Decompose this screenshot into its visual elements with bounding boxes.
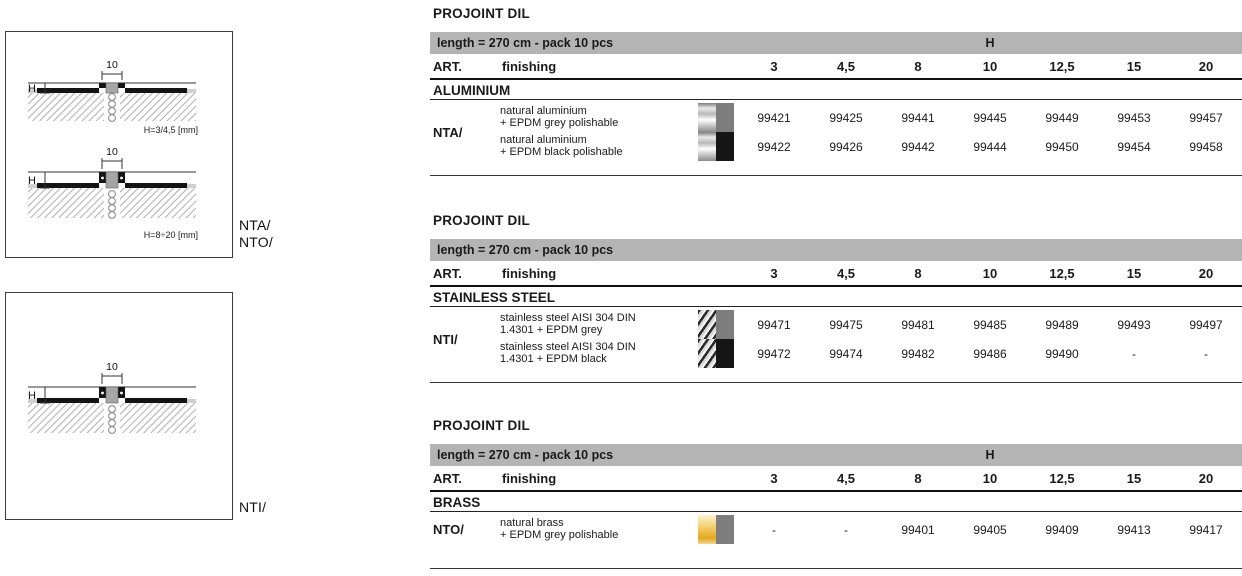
diagram-caption-low: H=3/4,5 [mm] (143, 125, 198, 135)
article-number: 99489 (1045, 317, 1079, 332)
article-number: 99449 (1045, 110, 1079, 125)
size-header: 15 (1126, 471, 1142, 486)
article-number: 99482 (901, 346, 935, 361)
diagram-caption-high: H=8÷20 [mm] (143, 230, 198, 240)
article-number: 99450 (1045, 139, 1079, 154)
article-number: - (1132, 346, 1136, 361)
article-number: 99486 (973, 346, 1007, 361)
article-number: 99426 (829, 139, 863, 154)
article-number: 99454 (1117, 139, 1151, 154)
length-pack-band (430, 444, 1242, 466)
table-stainless-steel (430, 213, 1242, 383)
size-header: 4,5 (836, 471, 856, 486)
length-pack-text: length = 270 cm - pack 10 pcs (437, 243, 614, 257)
adhesive-layer-left (37, 398, 99, 403)
size-header: 12,5 (1049, 266, 1075, 281)
article-number: 99471 (757, 317, 791, 332)
column-header-row (430, 467, 1242, 492)
article-number: 99413 (1117, 522, 1151, 537)
art-column-header: ART. (433, 266, 462, 281)
finishing-description (500, 310, 698, 339)
profile-code-label-nti (239, 499, 266, 515)
material-section-header: BRASS (430, 492, 1242, 512)
size-header: 15 (1126, 266, 1142, 281)
size-header: 12,5 (1049, 471, 1075, 486)
table-body (430, 100, 1242, 176)
table-brass (430, 418, 1242, 569)
size-header: 3 (770, 59, 778, 74)
article-number: 99472 (757, 346, 791, 361)
finishing-column-header: finishing (502, 266, 557, 281)
article-number: - (1204, 346, 1208, 361)
size-header: 20 (1198, 266, 1214, 281)
h-column-group-label: H (985, 36, 995, 50)
width-dimension-label: 10 (106, 59, 118, 71)
article-number: 99485 (973, 317, 1007, 332)
finish-swatch-brass-grey (698, 515, 734, 544)
article-number: 99453 (1117, 110, 1151, 125)
width-dimension-label: 10 (106, 146, 118, 158)
finishing-line: 1.4301 + EPDM grey (500, 323, 603, 336)
article-number: 99401 (901, 522, 935, 537)
length-pack-text: length = 270 cm - pack 10 pcs (437, 36, 614, 50)
height-dimension-label: H (28, 175, 36, 187)
size-header: 8 (914, 59, 922, 74)
adhesive-layer-right (125, 183, 187, 188)
joint-profile (106, 172, 118, 188)
finishing-line: natural aluminium (500, 105, 587, 117)
material-section-header: STAINLESS STEEL (430, 287, 1242, 307)
finish-swatch-steel-black (698, 339, 734, 368)
finishing-line: stainless steel AISI 304 DIN (500, 341, 636, 353)
joint-profile (106, 387, 118, 403)
art-column-header: ART. (433, 59, 462, 74)
finishing-description (500, 132, 698, 161)
article-number: 99425 (829, 110, 863, 125)
profile-drawing-box-nta-nto (5, 31, 233, 258)
size-header: 3 (770, 266, 778, 281)
article-number: - (844, 522, 848, 537)
art-code: NTO/ (433, 522, 464, 537)
article-number: 99481 (901, 317, 935, 332)
profile-code-label-nta-nto (239, 217, 273, 250)
article-number: 99458 (1189, 139, 1223, 154)
article-number: 99490 (1045, 346, 1079, 361)
size-header: 20 (1198, 471, 1214, 486)
finish-swatch-aluminium-black (698, 132, 734, 161)
column-header-row (430, 262, 1242, 287)
code-nti: NTI/ (239, 499, 267, 515)
article-number: 99409 (1045, 522, 1079, 537)
article-number: 99405 (973, 522, 1007, 537)
size-header: 10 (982, 471, 998, 486)
finish-swatch-aluminium-grey (698, 103, 734, 132)
article-number: 99474 (829, 346, 863, 361)
article-number: - (772, 522, 776, 537)
adhesive-layer-left (37, 183, 99, 188)
art-code: NTI/ (433, 331, 458, 347)
article-number: 99493 (1117, 317, 1151, 332)
article-number: 99421 (757, 110, 791, 125)
size-header: 10 (982, 59, 998, 74)
profile-drawing-box-nti (5, 292, 233, 520)
table-title: PROJOINT DIL (433, 213, 530, 228)
table-title: PROJOINT DIL (433, 6, 530, 21)
height-dimension-label: H (28, 83, 36, 95)
cross-section-diagram-low-profile (12, 49, 212, 127)
article-number: 99422 (757, 139, 791, 154)
size-header: 3 (770, 471, 778, 486)
finishing-description (500, 103, 698, 132)
table-body (430, 512, 1242, 569)
article-number: 99444 (973, 139, 1007, 154)
article-number: 99475 (829, 317, 863, 332)
size-header: 20 (1198, 59, 1214, 74)
size-header: 10 (982, 266, 998, 281)
joint-profile (106, 83, 118, 93)
size-header: 12,5 (1049, 59, 1075, 74)
finishing-column-header: finishing (502, 59, 557, 74)
finishing-line: + EPDM black polishable (500, 145, 623, 158)
product-tables (430, 0, 1242, 576)
size-header: 4,5 (836, 59, 856, 74)
finishing-line: natural aluminium (500, 134, 587, 146)
code-nta: NTA/ (239, 217, 271, 233)
code-nto: NTO/ (239, 233, 273, 250)
article-number: 99497 (1189, 317, 1223, 332)
material-section-header: ALUMINIUM (430, 80, 1242, 100)
finishing-line: 1.4301 + EPDM black (500, 352, 607, 365)
table-body (430, 307, 1242, 383)
length-pack-text: length = 270 cm - pack 10 pcs (437, 448, 614, 462)
size-header: 15 (1126, 59, 1142, 74)
article-number: 99417 (1189, 522, 1223, 537)
table-aluminium (430, 6, 1242, 176)
size-header: 8 (914, 266, 922, 281)
finishing-column-header: finishing (502, 471, 557, 486)
length-pack-band (430, 32, 1242, 54)
width-dimension-label: 10 (106, 361, 118, 373)
finish-swatch-steel-grey (698, 310, 734, 339)
table-title: PROJOINT DIL (433, 418, 530, 433)
article-number: 99445 (973, 110, 1007, 125)
cross-section-diagram-nti (12, 359, 212, 447)
length-pack-band (430, 239, 1242, 261)
article-number: 99457 (1189, 110, 1223, 125)
finishing-description (500, 515, 698, 544)
size-header: 4,5 (836, 266, 856, 281)
h-column-group-label: H (985, 448, 995, 462)
adhesive-layer-left (37, 88, 99, 93)
height-dimension-label: H (28, 390, 36, 402)
finishing-description (500, 339, 698, 368)
finishing-line: natural brass (500, 517, 564, 529)
finishing-line: + EPDM grey polishable (500, 528, 619, 541)
size-header: 8 (914, 471, 922, 486)
adhesive-layer-right (125, 398, 187, 403)
column-header-row (430, 55, 1242, 80)
finishing-line: stainless steel AISI 304 DIN (500, 312, 636, 324)
adhesive-layer-right (125, 88, 187, 93)
finishing-line: + EPDM grey polishable (500, 116, 619, 129)
art-code: NTA/ (433, 124, 463, 140)
article-number: 99442 (901, 139, 935, 154)
cross-section-diagram-high-profile (12, 144, 212, 232)
art-column-header: ART. (433, 471, 462, 486)
article-number: 99441 (901, 110, 935, 125)
